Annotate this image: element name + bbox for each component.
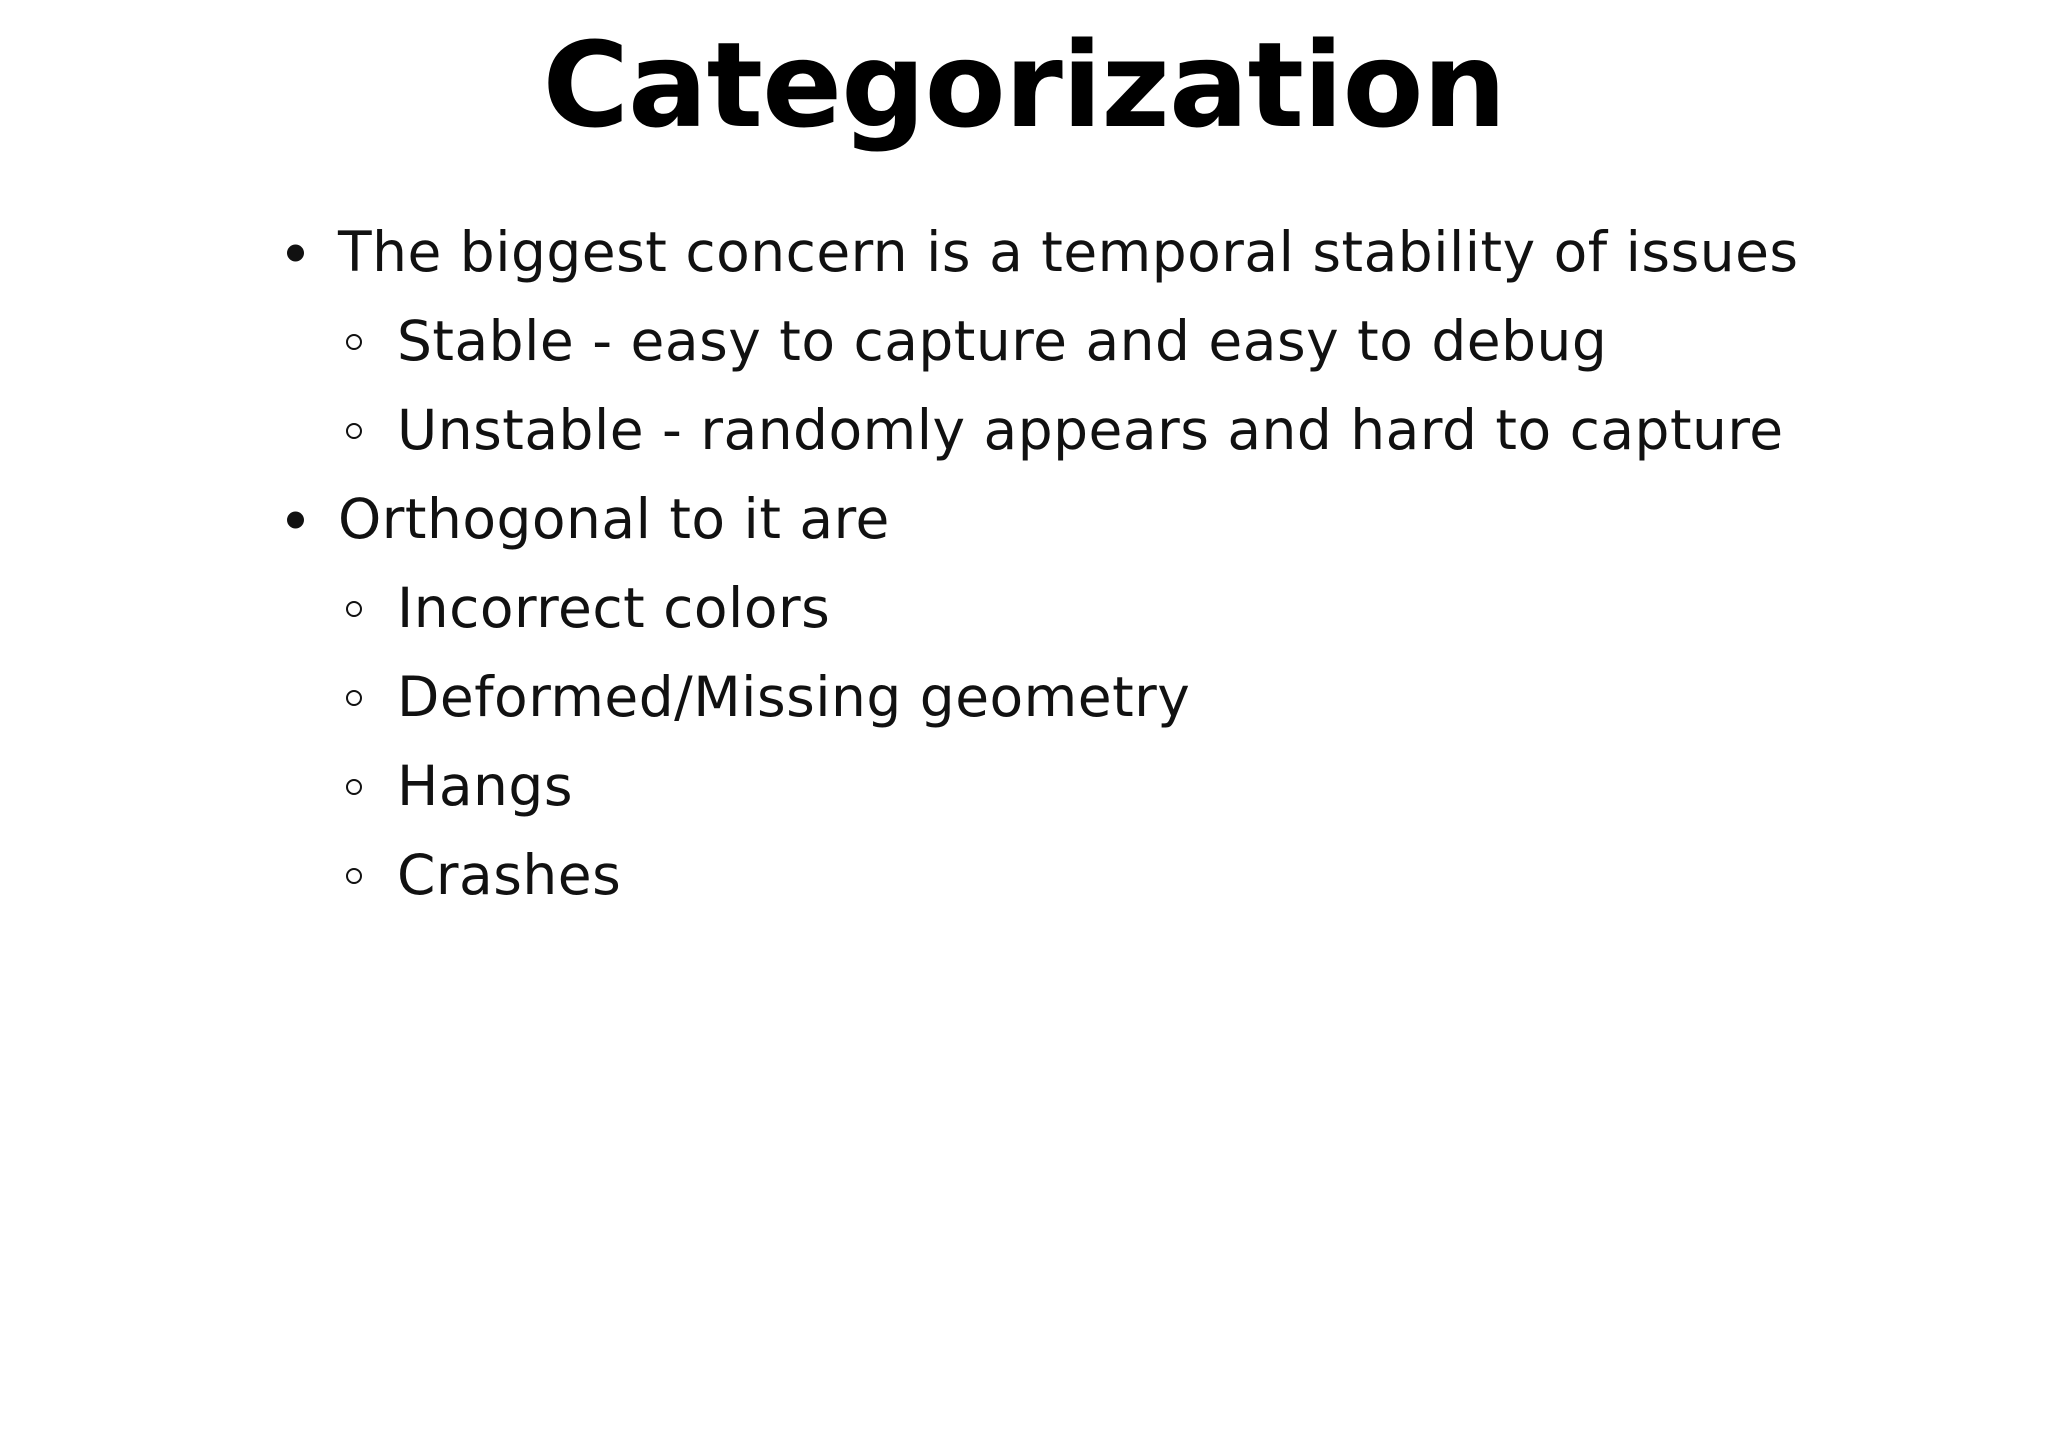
sub-bullet-text: Stable - easy to capture and easy to debug — [397, 309, 1608, 373]
bullet-disc-icon — [287, 244, 304, 261]
sub-bullet-item — [280, 742, 1980, 831]
slide-title: Categorization — [542, 16, 1506, 154]
sub-bullet-text: Hangs — [397, 754, 573, 818]
sub-bullet-item — [280, 564, 1980, 653]
bullet-circle-icon — [346, 690, 362, 706]
sub-bullet-item — [280, 831, 1980, 920]
bullet-circle-icon — [346, 601, 362, 617]
bullet-text: The biggest concern is a temporal stability of issues — [338, 220, 1799, 284]
sub-bullet-text: Crashes — [397, 843, 622, 907]
sub-bullet-item — [280, 653, 1980, 742]
bullet-item — [280, 475, 1980, 564]
bullet-circle-icon — [346, 779, 362, 795]
sub-bullet-text: Unstable - randomly appears and hard to capture — [397, 398, 1784, 462]
sub-bullet-item — [280, 386, 1980, 475]
bullet-text: Orthogonal to it are — [338, 487, 890, 551]
bullet-circle-icon — [346, 868, 362, 884]
bullet-list — [280, 208, 1980, 920]
bullet-disc-icon — [287, 511, 304, 528]
sub-bullet-item — [280, 297, 1980, 386]
sub-bullet-text: Deformed/Missing geometry — [397, 665, 1191, 729]
sub-bullet-text: Incorrect colors — [397, 576, 831, 640]
bullet-circle-icon — [346, 334, 362, 350]
bullet-circle-icon — [346, 423, 362, 439]
bullet-item — [280, 208, 1980, 297]
